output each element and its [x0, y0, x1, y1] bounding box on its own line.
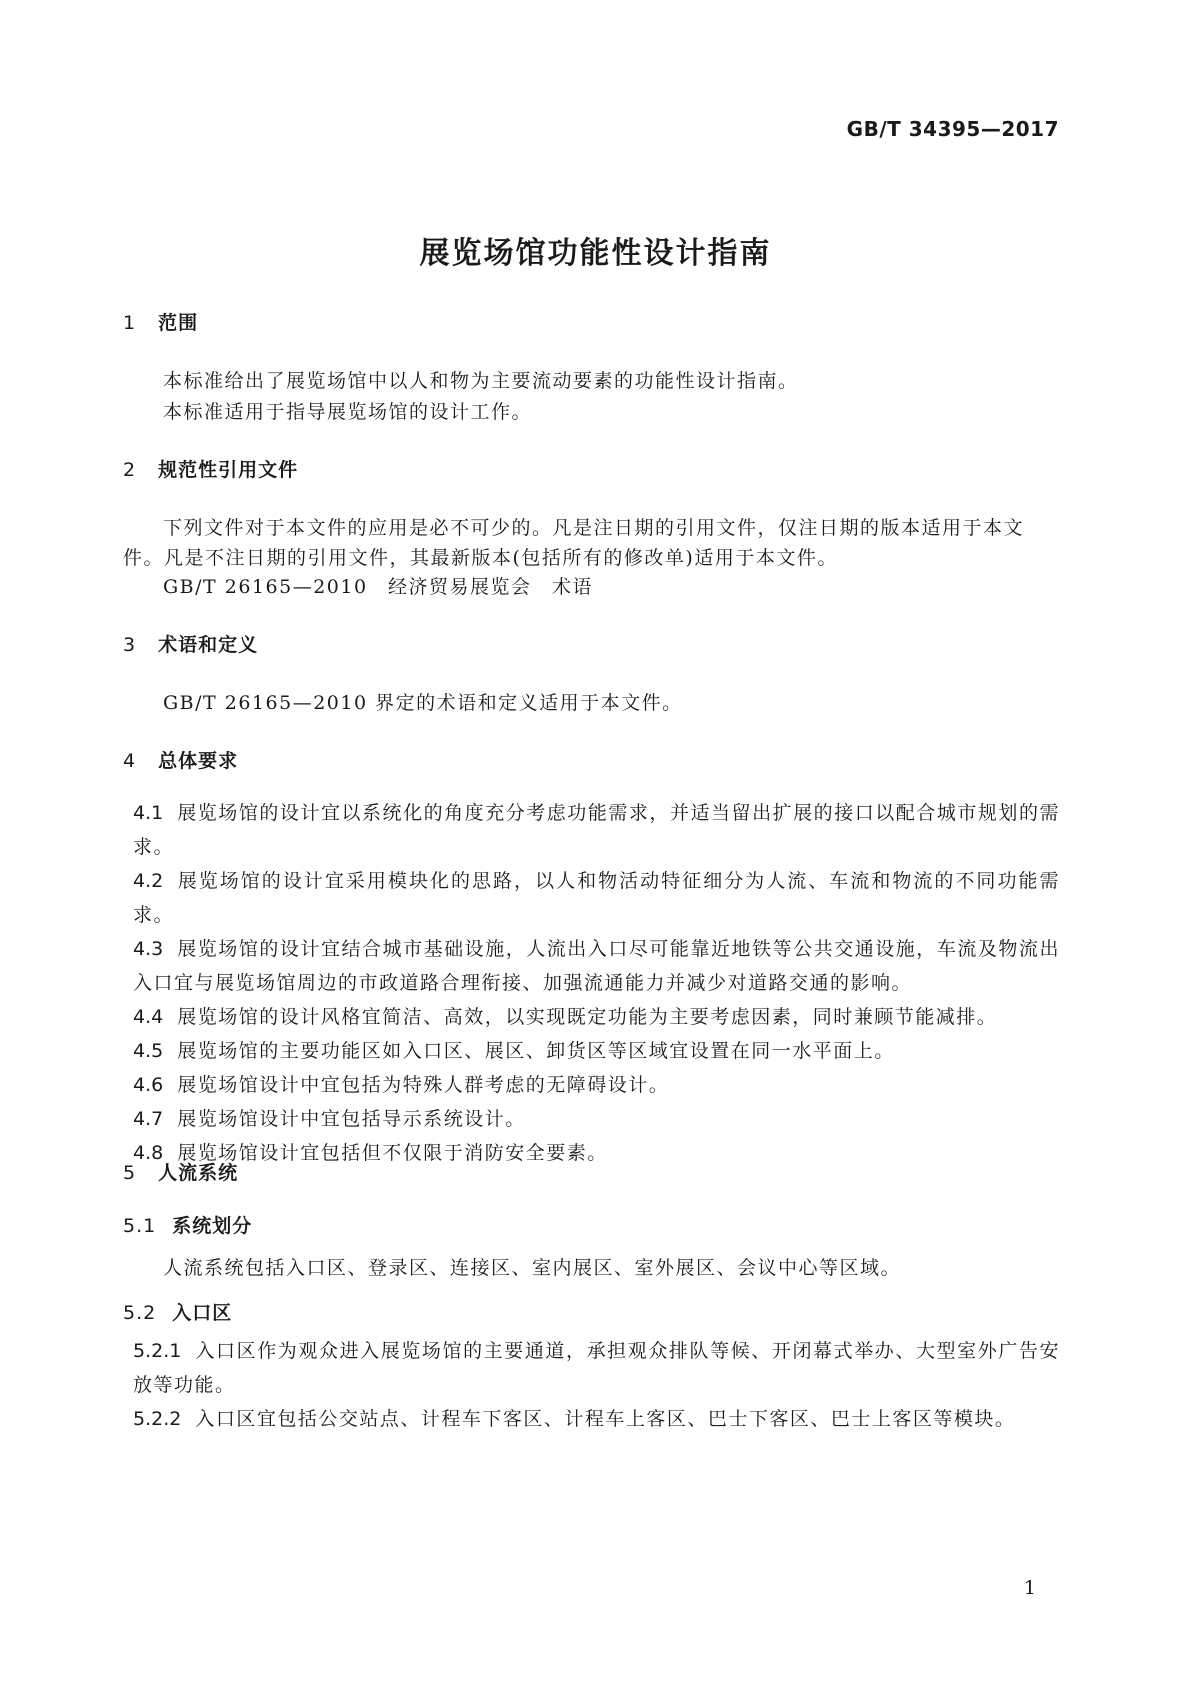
section-number: 1: [123, 312, 137, 334]
clause-4-8: 4.8 展览场馆设计宜包括但不仅限于消防安全要素。: [133, 1142, 608, 1164]
subsection-number: 5.1: [123, 1215, 157, 1237]
subsection-title: 系统划分: [172, 1215, 253, 1237]
normative-reference: GB/T 26165—2010 经济贸易展览会 术语: [163, 576, 594, 598]
section-5-heading: [123, 1158, 238, 1185]
section-3-heading: [123, 630, 258, 657]
subsection-title: 入口区: [172, 1302, 233, 1324]
section-title: 范围: [158, 312, 199, 334]
section-number: 5: [123, 1162, 137, 1184]
clause-4-4: 4.4 展览场馆的设计风格宜简洁、高效，以实现既定功能为主要考虑因素，同时兼顾节能减排。: [133, 1006, 998, 1028]
section-number: 3: [123, 634, 137, 656]
section-title: 规范性引用文件: [158, 459, 299, 481]
clause-5-2-1: 5.2.1 入口区作为观众进入展览场馆的主要通道，承担观众排队等候、开闭幕式举办、大型室外广告安放等功能。: [133, 1340, 1060, 1396]
section-title: 总体要求: [158, 750, 239, 772]
clause-4-6: 4.6 展览场馆设计中宜包括为特殊人群考虑的无障碍设计。: [133, 1074, 670, 1096]
standard-number: GB/T 34395—2017: [846, 117, 1059, 141]
clause-4-5: 4.5 展览场馆的主要功能区如入口区、展区、卸货区等区域宜设置在同一水平面上。: [133, 1040, 895, 1062]
entrance-area-list: [133, 1334, 1060, 1436]
subsection-5-2-heading: [123, 1298, 232, 1325]
section-title: 术语和定义: [158, 634, 259, 656]
clause-4-7: 4.7 展览场馆设计中宜包括导示系统设计。: [133, 1108, 526, 1130]
subsection-number: 5.2: [123, 1302, 157, 1324]
subsection-5-1-heading: [123, 1211, 252, 1238]
section-1-paragraph-2: 本标准适用于指导展览场馆的设计工作。: [163, 401, 533, 423]
document-title: 展览场馆功能性设计指南: [419, 236, 772, 271]
section-number: 4: [123, 750, 137, 772]
section-2-paragraph-line-2: 件。凡是不注日期的引用文件，其最新版本(包括所有的修改单)适用于本文件。: [123, 547, 838, 569]
section-3-paragraph: GB/T 26165—2010 界定的术语和定义适用于本文件。: [163, 692, 683, 714]
section-title: 人流系统: [158, 1162, 239, 1184]
section-1-heading: [123, 308, 198, 335]
section-2-paragraph-line-1: 下列文件对于本文件的应用是必不可少的。凡是注日期的引用文件，仅注日期的版本适用于本文: [163, 517, 1025, 539]
subsection-5-1-paragraph: 人流系统包括入口区、登录区、连接区、室内展区、室外展区、会议中心等区域。: [163, 1257, 902, 1279]
section-number: 2: [123, 459, 137, 481]
section-1-paragraph-1: 本标准给出了展览场馆中以人和物为主要流动要素的功能性设计指南。: [163, 370, 799, 392]
clause-4-1: 4.1 展览场馆的设计宜以系统化的角度充分考虑功能需求，并适当留出扩展的接口以配合城市规划的需求。: [133, 802, 1060, 858]
section-4-heading: [123, 746, 238, 773]
general-requirements-list: [133, 796, 1060, 1170]
page-number: 1: [1023, 1577, 1036, 1599]
clause-4-2: 4.2 展览场馆的设计宜采用模块化的思路，以人和物活动特征细分为人流、车流和物流的不同功能需求。: [133, 870, 1060, 926]
section-2-heading: [123, 455, 298, 482]
clause-5-2-2: 5.2.2 入口区宜包括公交站点、计程车下客区、计程车上客区、巴士下客区、巴士上客区等模块。: [133, 1408, 1016, 1430]
clause-4-3: 4.3 展览场馆的设计宜结合城市基础设施，人流出入口尽可能靠近地铁等公共交通设施，车流及物流出入口宜与展览场馆周边的市政道路合理衔接、加强流通能力并减少对道路交通的影响。: [133, 938, 1060, 994]
